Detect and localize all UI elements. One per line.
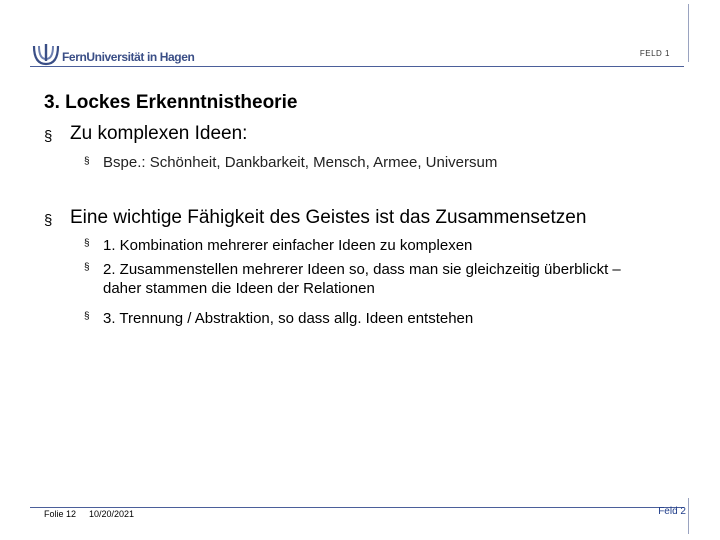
- point-2-text: Eine wichtige Fähigkeit des Geistes ist das Zusammensetzen: [70, 207, 587, 228]
- footer-field-label: Feld 2: [658, 506, 686, 517]
- point-2-sub-2: 2. Zusammenstellen mehrerer Ideen so, dass man sie gleichzeitig überblickt – daher stammen die Ideen der Relationen: [103, 261, 621, 297]
- bullet-icon: §: [84, 156, 90, 167]
- point-2-sub-1: 1. Kombination mehrerer einfacher Ideen zu komplexen: [103, 237, 473, 254]
- footer-slide-number: Folie 12: [44, 509, 77, 519]
- bullet-icon: §: [44, 212, 53, 229]
- point-1-sub-1: Bspe.: Schönheit, Dankbarkeit, Mensch, Armee, Universum: [103, 154, 498, 171]
- header-field-label: FELD 1: [639, 49, 670, 58]
- university-name: FernUniversität in Hagen: [62, 50, 195, 64]
- point-1-text: Zu komplexen Ideen:: [70, 123, 248, 144]
- bullet-icon: §: [44, 128, 53, 145]
- footer-divider: [30, 507, 684, 508]
- header-vertical-divider: [688, 4, 689, 62]
- point-2-sub-3: 3. Trennung / Abstraktion, so dass allg. Ideen entstehen: [103, 310, 474, 327]
- bullet-icon: §: [84, 311, 90, 322]
- header-divider: [30, 66, 684, 67]
- slide-title: 3. Lockes Erkenntnistheorie: [44, 92, 298, 113]
- bullet-icon: §: [84, 238, 90, 249]
- fernuni-emblem-icon: [30, 40, 62, 68]
- footer-vertical-divider: [688, 498, 689, 534]
- bullet-icon: §: [84, 262, 90, 273]
- footer-date: 10/20/2021: [89, 509, 135, 519]
